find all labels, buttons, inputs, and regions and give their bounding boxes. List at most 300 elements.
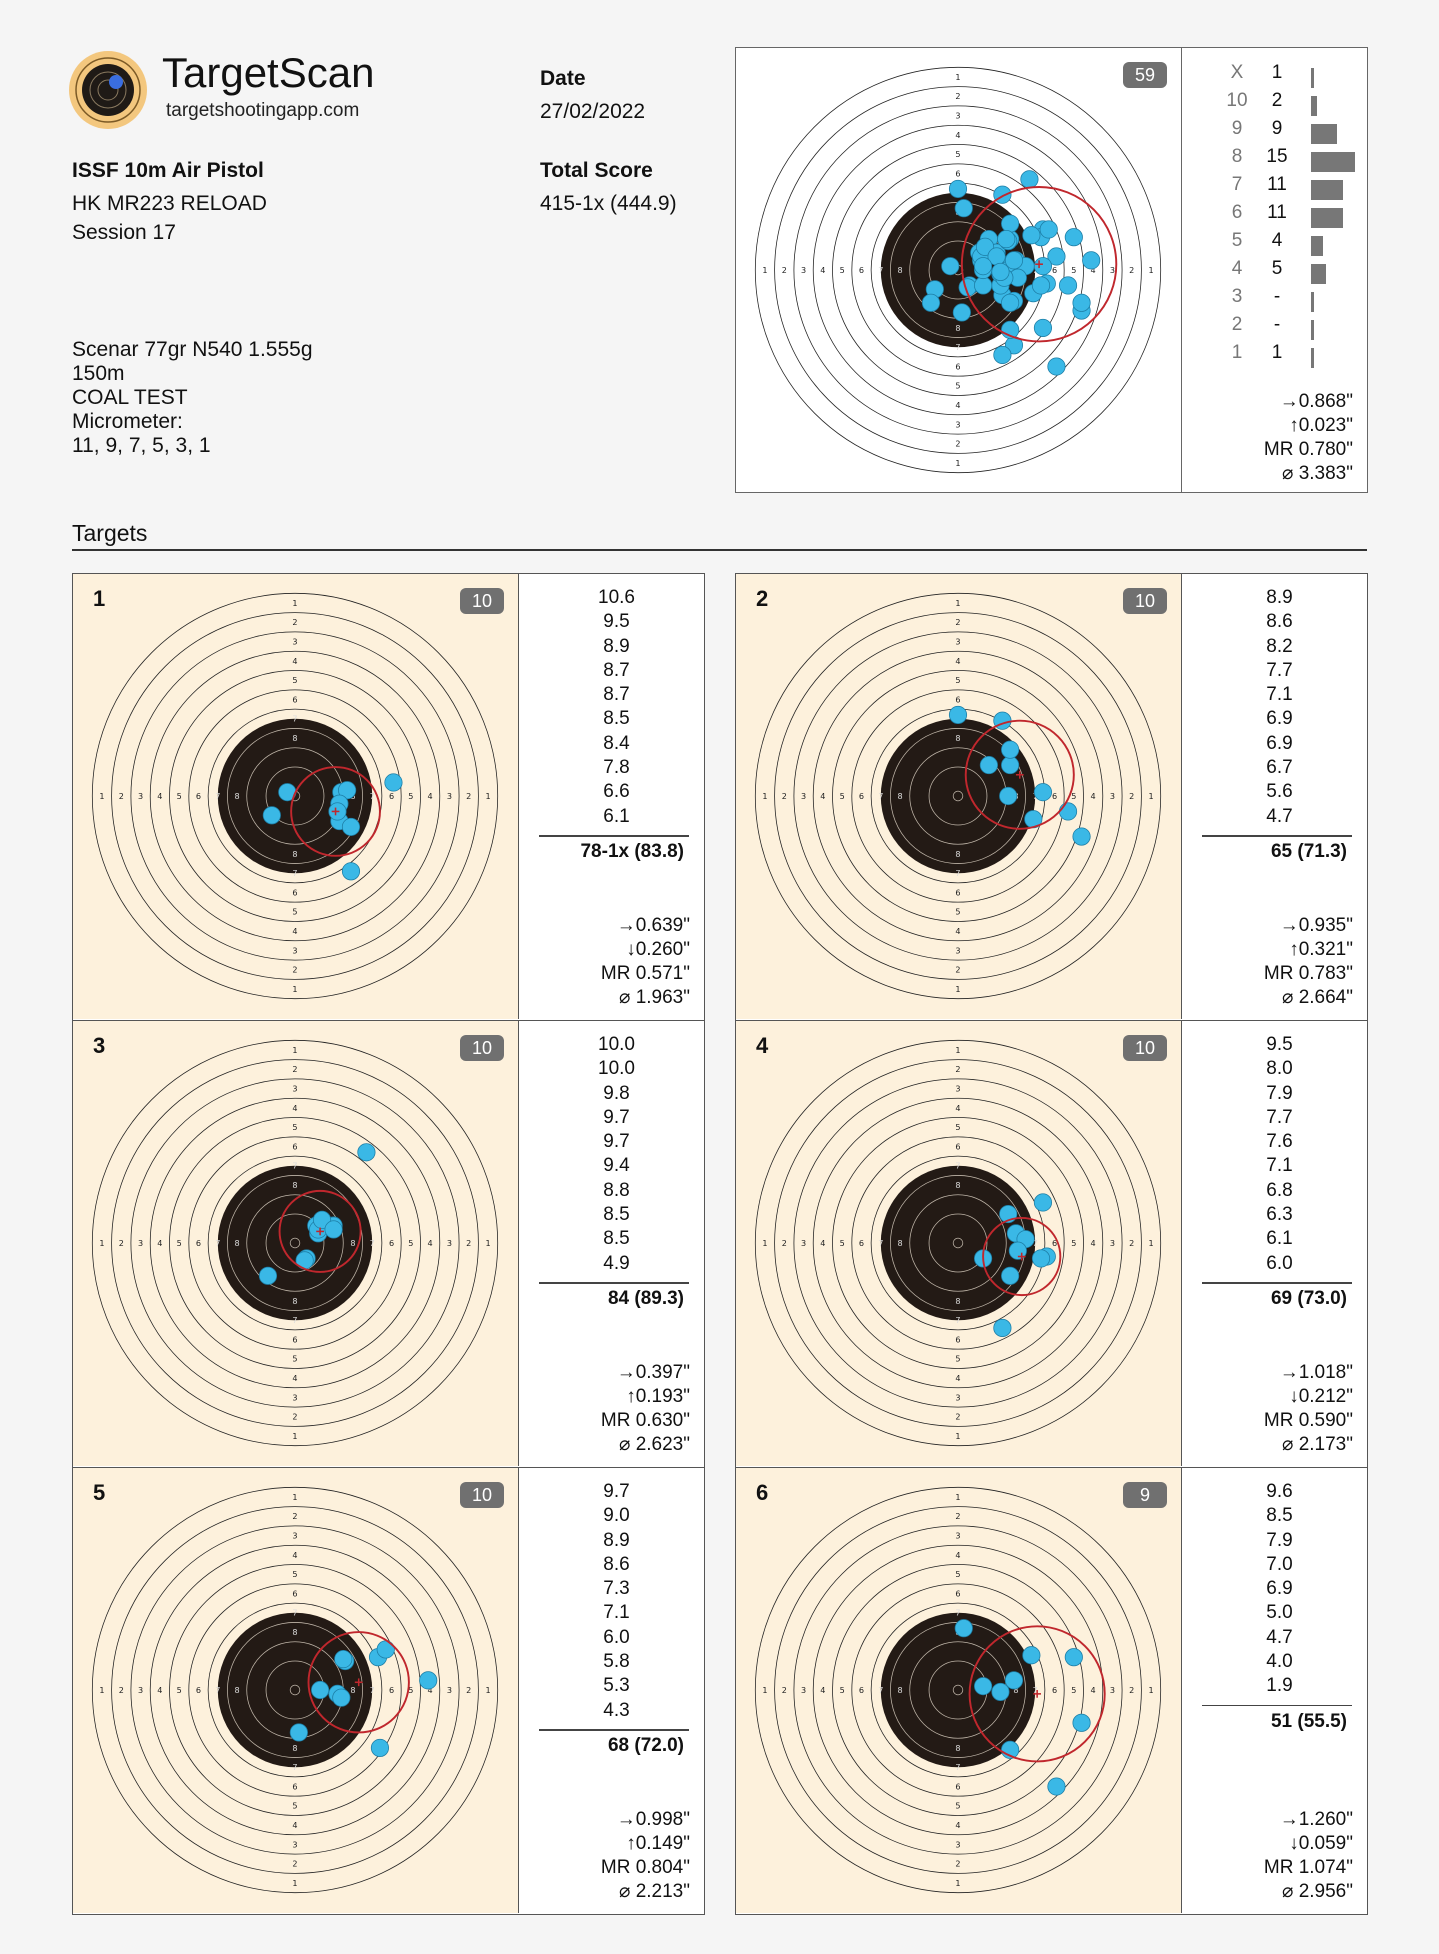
ring-number (99, 791, 104, 801)
overview-histogram (1182, 48, 1367, 492)
ring-number (138, 791, 143, 801)
histogram-ring-label: 2 (1231, 314, 1243, 335)
target-number: 5 (93, 1480, 106, 1505)
stat-mean-radius: MR 0.780" (1263, 439, 1353, 460)
stat-mean-radius: MR 0.571" (600, 963, 690, 984)
stat-mean-radius: MR 0.590" (1263, 1410, 1353, 1431)
shot-hole (1005, 1672, 1022, 1689)
shot-count-badge: 10 (1123, 588, 1167, 614)
shot-score: 7.6 (1266, 1131, 1293, 1153)
ring-number (235, 1685, 240, 1695)
ring-number (292, 1064, 297, 1074)
target-card[interactable] (72, 1467, 705, 1915)
target-face (73, 574, 517, 1018)
ring-number (292, 675, 297, 685)
shot-hole (1034, 319, 1051, 336)
ring-number (485, 791, 490, 801)
target-card[interactable] (735, 1467, 1368, 1915)
shot-hole (1032, 277, 1049, 294)
ring-number (177, 1685, 182, 1695)
shot-score: 8.9 (603, 635, 630, 657)
ring-number (292, 1373, 297, 1383)
shot-score: 8.4 (603, 732, 630, 754)
ring-number (955, 1743, 960, 1753)
stat-elevation: ↑0.023" (1289, 415, 1353, 436)
shot-hole (955, 1620, 972, 1637)
ring-number (292, 1431, 297, 1441)
shot-score: 8.6 (1266, 611, 1293, 633)
histogram-row (1182, 118, 1367, 146)
ring-number (119, 1238, 124, 1248)
shot-score: 6.9 (1266, 708, 1293, 730)
ring-number (955, 733, 960, 743)
ring-number (1071, 1685, 1076, 1695)
ring-number (292, 1801, 297, 1811)
shot-score: 7.8 (603, 757, 630, 779)
ring-number (292, 1334, 297, 1344)
shot-count-badge: 10 (1123, 1035, 1167, 1061)
histogram-ring-label: 3 (1231, 286, 1243, 307)
shot-score: 8.7 (603, 659, 630, 681)
target-stats (1264, 914, 1353, 1010)
shot-score: 6.3 (1266, 1204, 1293, 1226)
shot-hole (1001, 1267, 1018, 1284)
shot-hole (955, 200, 972, 217)
shot-score: 8.0 (1266, 1058, 1293, 1080)
stat-group-size: ⌀ 2.664" (1281, 987, 1353, 1008)
ring-number (801, 791, 806, 801)
ring-number (859, 791, 864, 801)
target-face-panel (736, 1468, 1182, 1913)
histogram-count: 2 (1271, 90, 1283, 111)
ring-number (782, 265, 787, 275)
shot-hole (385, 774, 402, 791)
shot-score: 9.7 (603, 1106, 630, 1128)
ring-number (955, 1569, 960, 1579)
target-face (736, 1021, 1180, 1465)
ring-number (1129, 1685, 1134, 1695)
ring-number (1052, 1685, 1057, 1695)
ring-number (820, 791, 825, 801)
ring-number (389, 791, 394, 801)
histogram-bar (1311, 292, 1314, 312)
histogram-bar (1311, 348, 1314, 368)
target-stats (601, 914, 690, 1010)
ring-number (389, 1685, 394, 1695)
histogram-row (1182, 230, 1367, 258)
section-title: Targets (72, 520, 148, 546)
ring-number (762, 791, 767, 801)
stat-elevation: ↑0.321" (1289, 939, 1353, 960)
ring-number (350, 1238, 355, 1248)
shot-score: 6.8 (1266, 1179, 1293, 1201)
ring-number (292, 1820, 297, 1830)
target-card[interactable] (72, 573, 705, 1021)
ring-number (955, 926, 960, 936)
shot-score: 8.8 (603, 1179, 630, 1201)
shot-score: 6.9 (1266, 732, 1293, 754)
ring-number (1091, 1238, 1096, 1248)
shot-hole (1065, 228, 1082, 245)
stat-group-size: ⌀ 2.213" (618, 1881, 690, 1902)
shot-score: 8.9 (603, 1529, 630, 1551)
stat-group-size: ⌀ 3.383" (1281, 463, 1353, 484)
shot-score: 6.1 (1266, 1228, 1293, 1250)
histogram-ring-label: 6 (1231, 202, 1243, 223)
shot-score: 6.9 (1266, 1578, 1293, 1600)
shot-hole (333, 1689, 350, 1706)
shot-hole (974, 1677, 991, 1694)
ring-number (955, 149, 960, 159)
shot-hole (1073, 828, 1090, 845)
shot-hole (942, 257, 959, 274)
histogram-bar (1311, 68, 1314, 88)
shot-hole (922, 294, 939, 311)
overview-target-face (736, 48, 1180, 492)
ring-number (955, 168, 960, 178)
ring-number (292, 598, 297, 608)
target-stats (1264, 1808, 1353, 1904)
histogram-ring-label: 5 (1231, 230, 1243, 251)
ring-number (955, 598, 960, 608)
ring-number (292, 1530, 297, 1540)
ring-number (762, 265, 767, 275)
shot-score: 1.9 (1266, 1675, 1293, 1697)
ring-number (157, 1238, 162, 1248)
shot-hole (1001, 741, 1018, 758)
histogram-ring-label: 7 (1231, 174, 1243, 195)
ring-number (428, 1238, 433, 1248)
ring-number (370, 791, 375, 801)
shot-score: 6.0 (603, 1626, 630, 1648)
stat-group-size: ⌀ 2.623" (618, 1434, 690, 1455)
histogram-count: - (1273, 314, 1281, 335)
ring-number (99, 1238, 104, 1248)
ring-number (292, 1392, 297, 1402)
shot-count-badge: 10 (460, 588, 504, 614)
ring-number (955, 361, 960, 371)
ring-number (292, 1569, 297, 1579)
histogram-bar (1311, 96, 1317, 116)
shot-hole (1032, 1250, 1049, 1267)
shot-score: 9.7 (603, 1481, 630, 1502)
histogram-count: 1 (1271, 62, 1283, 83)
ring-number (955, 1412, 960, 1422)
shot-hole (1073, 294, 1090, 311)
shot-score: 6.1 (603, 805, 630, 827)
ring-number (292, 1045, 297, 1055)
ring-number (801, 1238, 806, 1248)
ring-number (370, 1685, 375, 1695)
ring-number (955, 1492, 960, 1502)
target-card[interactable] (735, 573, 1368, 1021)
shot-score: 7.9 (1266, 1529, 1293, 1551)
ring-number (955, 887, 960, 897)
shot-score: 9.4 (603, 1155, 630, 1177)
ring-number (1148, 265, 1153, 275)
shot-score: 10.0 (598, 1034, 635, 1055)
ring-number (955, 110, 960, 120)
score-panel (1182, 1021, 1367, 1466)
ring-number (292, 1588, 297, 1598)
histogram-ring-label: X (1230, 62, 1244, 83)
ring-number (782, 1685, 787, 1695)
target-card[interactable] (72, 1020, 705, 1468)
ring-number (898, 791, 903, 801)
ring-number (1071, 791, 1076, 801)
ring-number (955, 458, 960, 468)
shot-score: 10.0 (598, 1058, 635, 1080)
ring-number (292, 1511, 297, 1521)
ring-number (955, 419, 960, 429)
ring-number (955, 1373, 960, 1383)
ring-number (196, 791, 201, 801)
overview-target (736, 48, 1182, 492)
ring-number (292, 1492, 297, 1502)
ring-number (292, 926, 297, 936)
shot-score: 8.6 (603, 1553, 630, 1575)
shot-score: 8.2 (1266, 635, 1293, 657)
ring-number (292, 1859, 297, 1869)
ring-number (955, 1334, 960, 1344)
target-face (736, 1468, 1180, 1912)
shot-score: 8.5 (603, 708, 630, 730)
ring-number (292, 1103, 297, 1113)
ring-number (485, 1685, 490, 1695)
ring-number (119, 1685, 124, 1695)
histogram-count: 11 (1267, 202, 1287, 223)
histogram-ring-label: 9 (1231, 118, 1243, 139)
ring-number (138, 1238, 143, 1248)
shot-score: 7.1 (1266, 1155, 1293, 1177)
stat-elevation: ↓0.212" (1289, 1386, 1353, 1407)
target-total: 84 (89.3) (607, 1288, 684, 1309)
ring-number (955, 91, 960, 101)
ring-number (955, 342, 960, 352)
discipline: ISSF 10m Air Pistol (72, 159, 264, 182)
target-face (73, 1021, 517, 1465)
ring-number (370, 1238, 375, 1248)
shot-hole (1059, 277, 1076, 294)
ring-number (177, 1238, 182, 1248)
ring-number (466, 791, 471, 801)
score-panel (1182, 1468, 1367, 1913)
ring-number (292, 984, 297, 994)
ring-number (955, 1588, 960, 1598)
ring-number (292, 1122, 297, 1132)
shot-hole (1021, 171, 1038, 188)
ring-number (292, 1762, 297, 1772)
stat-mean-radius: MR 0.630" (600, 1410, 690, 1431)
ring-number (955, 1141, 960, 1151)
ring-number (898, 265, 903, 275)
ring-number (466, 1238, 471, 1248)
stat-elevation: ↑0.149" (626, 1833, 690, 1854)
target-total: 78-1x (83.8) (580, 841, 684, 862)
ring-number (840, 1685, 845, 1695)
stat-windage: →0.639" (616, 915, 690, 936)
ring-number (119, 791, 124, 801)
histogram-row (1182, 62, 1367, 90)
ring-number (408, 791, 413, 801)
ring-number (1129, 265, 1134, 275)
ring-number (1110, 1685, 1115, 1695)
ring-number (1071, 1238, 1076, 1248)
ring-number (408, 1238, 413, 1248)
session: Session 17 (72, 221, 176, 244)
shot-score: 8.7 (603, 684, 630, 706)
ring-number (1091, 1685, 1096, 1695)
histogram-ring-label: 8 (1231, 146, 1243, 167)
ring-number (235, 791, 240, 801)
shot-score: 6.6 (603, 781, 630, 803)
target-card[interactable] (735, 1020, 1368, 1468)
ring-number (292, 868, 297, 878)
shot-hole (1065, 1648, 1082, 1665)
ring-number (389, 1238, 394, 1248)
ring-number (955, 400, 960, 410)
ring-number (840, 1238, 845, 1248)
histogram-bar (1311, 152, 1355, 172)
shot-hole (1001, 756, 1018, 773)
shot-hole (1073, 1714, 1090, 1731)
histogram-row (1182, 258, 1367, 286)
shot-score: 4.0 (1266, 1651, 1293, 1673)
overview-panel (735, 47, 1368, 493)
histogram-ring-label: 10 (1226, 90, 1248, 111)
shot-hole (342, 863, 359, 880)
ring-number (292, 1839, 297, 1849)
targetscan-logo-icon (68, 50, 148, 130)
ring-number (955, 1122, 960, 1132)
ring-number (955, 1859, 960, 1869)
ring-number (878, 791, 883, 801)
shot-score: 8.5 (603, 1204, 630, 1226)
ring-number (955, 965, 960, 975)
ring-number (292, 1412, 297, 1422)
shot-hole (992, 263, 1009, 280)
ring-number (955, 1550, 960, 1560)
ring-number (485, 1238, 490, 1248)
shot-hole (1023, 227, 1040, 244)
ring-number (292, 1354, 297, 1364)
shot-score: 6.0 (1266, 1252, 1293, 1274)
ring-number (428, 791, 433, 801)
ring-number (292, 1878, 297, 1888)
ring-number (292, 1315, 297, 1325)
ring-number (955, 1839, 960, 1849)
stat-elevation: ↓0.059" (1289, 1833, 1353, 1854)
ring-number (292, 907, 297, 917)
shot-score: 9.5 (603, 611, 630, 633)
note-line: COAL TEST (72, 386, 188, 409)
shot-score: 9.6 (1266, 1481, 1293, 1502)
ring-number (859, 1685, 864, 1695)
shot-score: 5.6 (1266, 781, 1293, 803)
shot-hole (1034, 783, 1051, 800)
shot-score: 7.7 (1266, 1106, 1293, 1128)
stat-windage: →0.868" (1279, 391, 1353, 412)
ring-number (292, 636, 297, 646)
ring-number (955, 849, 960, 859)
ring-number (782, 791, 787, 801)
ring-number (292, 1781, 297, 1791)
score-panel (1182, 574, 1367, 1019)
ring-number (292, 1608, 297, 1618)
shot-score: 9.8 (603, 1082, 630, 1104)
ring-number (292, 1627, 297, 1637)
ring-number (292, 1743, 297, 1753)
ring-number (292, 694, 297, 704)
target-stats (601, 1808, 690, 1904)
shot-hole (335, 1650, 352, 1667)
shot-hole (953, 304, 970, 321)
shot-score: 7.0 (1266, 1553, 1293, 1575)
ring-number (955, 1762, 960, 1772)
histogram-count: 5 (1271, 258, 1283, 279)
histogram-row (1182, 342, 1367, 370)
ring-number (447, 791, 452, 801)
shot-score: 9.5 (1266, 1034, 1293, 1055)
target-face-panel (73, 1021, 519, 1466)
ring-number (955, 984, 960, 994)
target-face (736, 574, 1180, 1018)
ring-number (1071, 265, 1076, 275)
histogram-row (1182, 174, 1367, 202)
ring-number (955, 1820, 960, 1830)
shot-hole (1001, 215, 1018, 232)
brand-name: TargetScan (162, 49, 375, 96)
ring-number (955, 1315, 960, 1325)
date-label: Date (540, 67, 586, 90)
shot-score: 7.7 (1266, 659, 1293, 681)
ring-number (955, 381, 960, 391)
shot-hole (994, 346, 1011, 363)
histogram-count: 4 (1271, 230, 1283, 251)
ring-number (350, 1685, 355, 1695)
shot-score: 10.6 (598, 587, 635, 608)
ring-number (955, 1064, 960, 1074)
histogram-count: - (1273, 286, 1281, 307)
shot-score: 5.0 (1266, 1602, 1293, 1624)
ring-number (292, 965, 297, 975)
ring-number (292, 1161, 297, 1171)
shot-hole (1005, 252, 1022, 269)
ring-number (292, 849, 297, 859)
stat-elevation: ↑0.193" (626, 1386, 690, 1407)
ring-number (955, 1180, 960, 1190)
target-face (73, 1468, 517, 1912)
ring-number (955, 72, 960, 82)
ring-number (1148, 791, 1153, 801)
stat-windage: →1.018" (1279, 1362, 1353, 1383)
ring-number (840, 791, 845, 801)
shot-score: 8.9 (1266, 587, 1293, 608)
ring-number (292, 1550, 297, 1560)
shot-score: 8.5 (1266, 1505, 1293, 1527)
brand-url[interactable]: targetshootingapp.com (166, 100, 360, 121)
ring-number (955, 1083, 960, 1093)
target-total: 51 (55.5) (1270, 1710, 1347, 1732)
shot-score: 9.7 (603, 1131, 630, 1153)
score-panel (519, 574, 704, 1019)
shot-hole (358, 1144, 375, 1161)
ring-number (840, 265, 845, 275)
ring-number (955, 945, 960, 955)
histogram-row (1182, 202, 1367, 230)
target-number: 3 (93, 1033, 106, 1058)
shot-hole (290, 1724, 307, 1741)
